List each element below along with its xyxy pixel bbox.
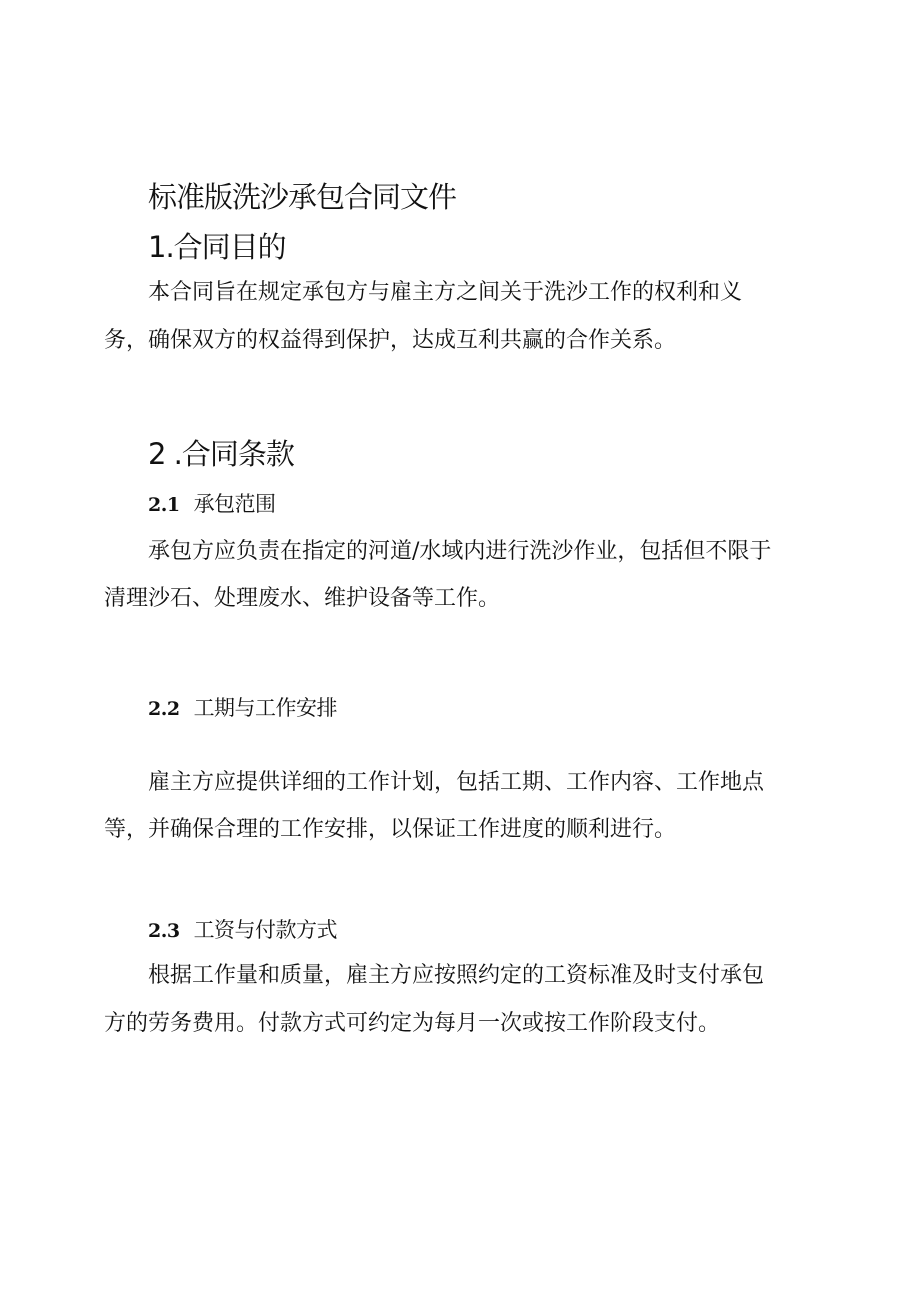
scope-paragraph-line-1: 承包方应负责在指定的河道/水域内进行洗沙作业，包括但不限于 (148, 539, 772, 564)
subsection-title: 工资与付款方式 (193, 918, 338, 942)
payment-paragraph-line-2: 方的劳务费用。付款方式可约定为每月一次或按工作阶段支付。 (104, 1011, 721, 1036)
subsection-title: 承包范围 (193, 492, 276, 516)
purpose-paragraph-line-2: 务，确保双方的权益得到保护，达成互利共赢的合作关系。 (104, 328, 677, 353)
document-title: 标准版洗沙承包合同文件 (148, 180, 457, 214)
subsection-heading-schedule (148, 692, 337, 722)
section-heading-terms: 2 .合同条款 (148, 437, 294, 471)
subsection-number: 2.2 (148, 698, 180, 720)
subsection-heading-payment (148, 914, 337, 944)
payment-paragraph-line-1: 根据工作量和质量，雇主方应按照约定的工资标准及时支付承包 (148, 963, 765, 988)
subsection-number: 2.3 (148, 920, 180, 942)
purpose-paragraph-line-1: 本合同旨在规定承包方与雇主方之间关于洗沙工作的权利和义 (148, 280, 743, 305)
subsection-heading-scope (148, 488, 276, 518)
scope-paragraph-line-2: 清理沙石、处理废水、维护设备等工作。 (104, 586, 501, 611)
schedule-paragraph-line-2: 等，并确保合理的工作安排，以保证工作进度的顺利进行。 (104, 817, 677, 842)
section-heading-purpose: 1.合同目的 (148, 230, 286, 264)
schedule-paragraph-line-1: 雇主方应提供详细的工作计划，包括工期、工作内容、工作地点 (148, 770, 765, 795)
subsection-number: 2.1 (148, 494, 180, 516)
subsection-title: 工期与工作安排 (193, 696, 338, 720)
